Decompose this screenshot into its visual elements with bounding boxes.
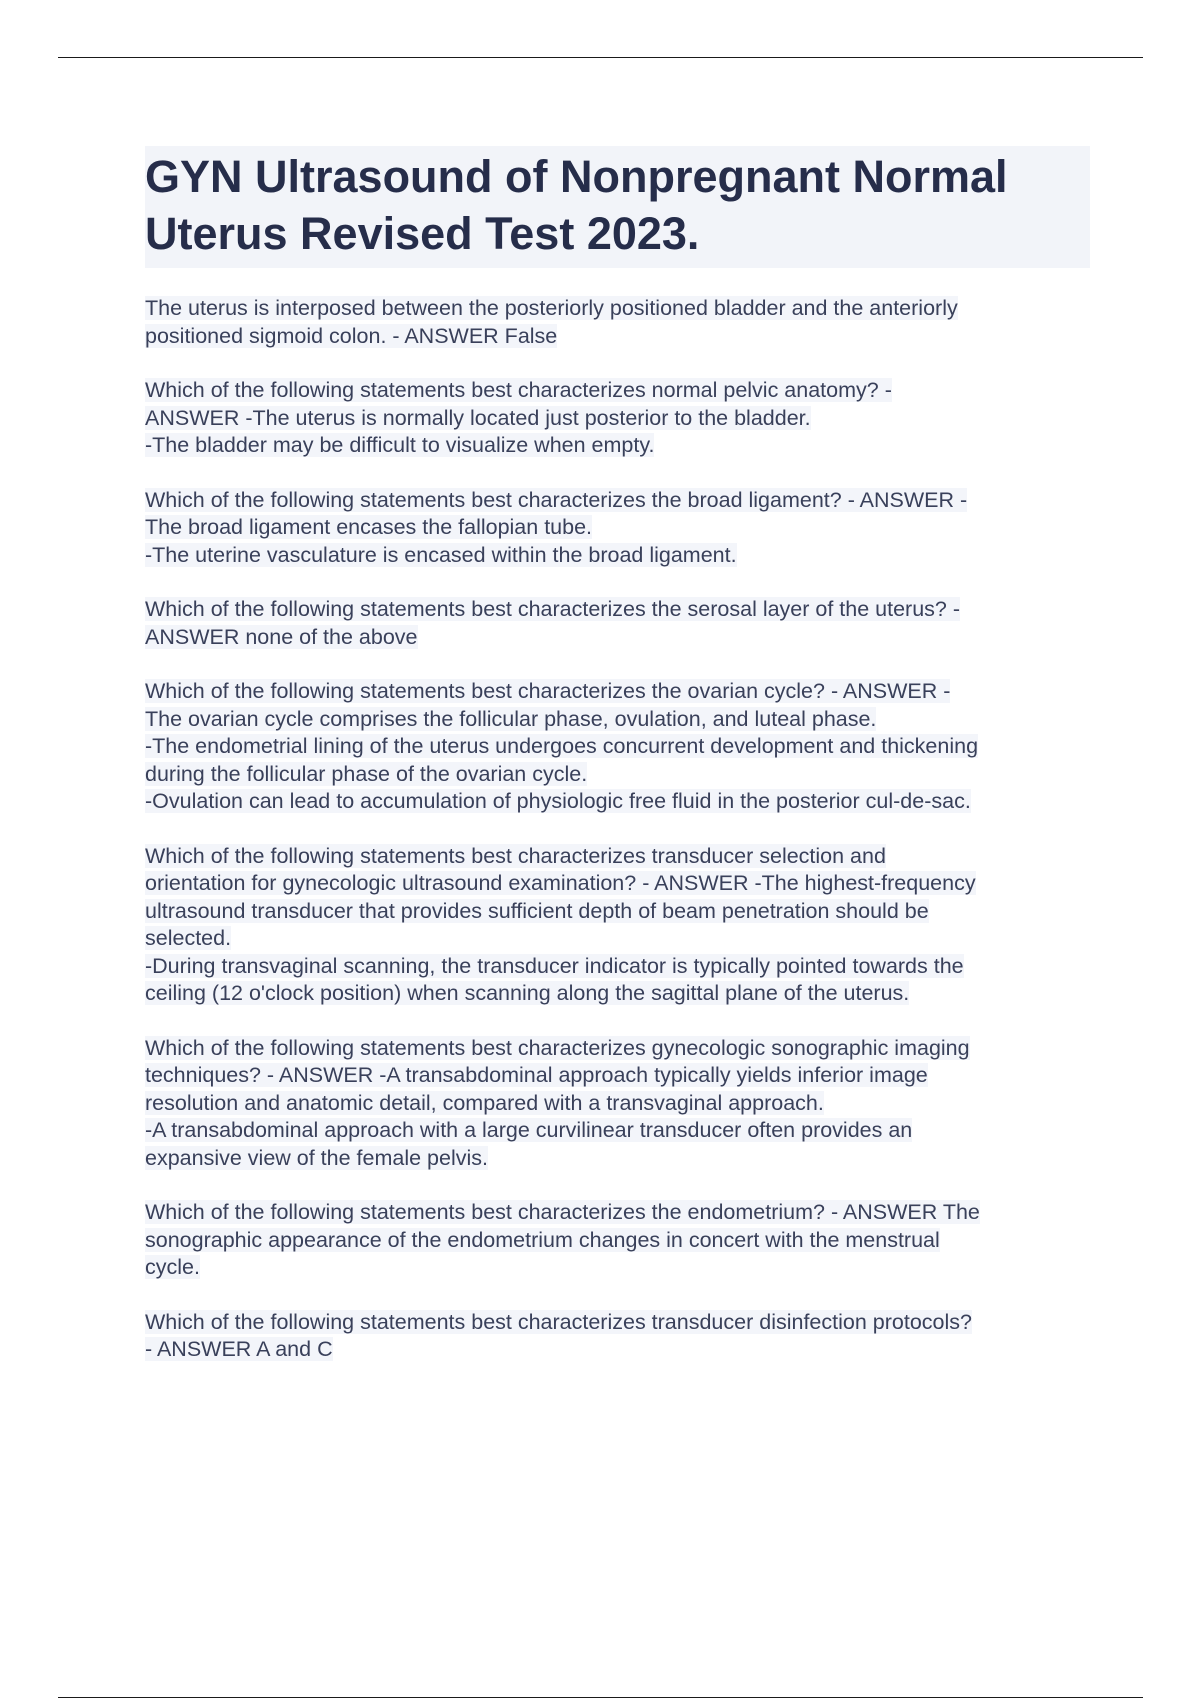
- qa-line: ANSWER -The uterus is normally located just posterior to the bladder.: [145, 405, 811, 430]
- qa-line: Which of the following statements best characterizes transducer disinfection protocols?: [145, 1309, 972, 1334]
- qa-line: Which of the following statements best characterizes gynecologic sonographic imaging: [145, 1035, 970, 1060]
- qa-item: [145, 295, 1090, 350]
- qa-line: techniques? - ANSWER -A transabdominal approach typically yields inferior image: [145, 1063, 928, 1087]
- qa-line: sonographic appearance of the endometrium changes in concert with the menstrual: [145, 1227, 940, 1252]
- qa-line: - ANSWER A and C: [145, 1337, 333, 1361]
- document-body: [145, 146, 1090, 1391]
- qa-line: The uterus is interposed between the posteriorly positioned bladder and the anteriorly: [145, 296, 958, 320]
- qa-line: -During transvaginal scanning, the transducer indicator is typically pointed towards the: [145, 953, 964, 978]
- qa-line: cycle.: [145, 1255, 200, 1279]
- qa-line: positioned sigmoid colon. - ANSWER False: [145, 323, 558, 348]
- qa-line: expansive view of the female pelvis.: [145, 1145, 488, 1170]
- qa-line: during the follicular phase of the ovarian cycle.: [145, 761, 588, 786]
- qa-line: -The uterine vasculature is encased within the broad ligament.: [145, 542, 737, 567]
- qa-line: resolution and anatomic detail, compared with a transvaginal approach.: [145, 1090, 824, 1115]
- qa-item: [145, 1035, 1090, 1173]
- qa-line: Which of the following statements best characterizes normal pelvic anatomy? -: [145, 378, 892, 402]
- qa-line: -The endometrial lining of the uterus undergoes concurrent development and thickening: [145, 734, 979, 758]
- qa-list: [145, 295, 1090, 1364]
- qa-item: [145, 843, 1090, 1008]
- qa-line: selected.: [145, 926, 232, 950]
- qa-line: -A transabdominal approach with a large curvilinear transducer often provides an: [145, 1118, 913, 1142]
- qa-line: The broad ligament encases the fallopian tube.: [145, 515, 593, 539]
- qa-line: -The bladder may be difficult to visualize when empty.: [145, 433, 655, 457]
- footer-rule: [58, 1697, 1143, 1698]
- document-title: GYN Ultrasound of Nonpregnant Normal Uterus Revised Test 2023.: [145, 146, 1090, 268]
- qa-item: [145, 1199, 1090, 1282]
- qa-line: Which of the following statements best characterizes the serosal layer of the uterus? -: [145, 597, 961, 621]
- qa-line: ultrasound transducer that provides sufficient depth of beam penetration should be: [145, 898, 929, 923]
- qa-line: -Ovulation can lead to accumulation of physiologic free fluid in the posterior cul-de-sac.: [145, 789, 971, 813]
- qa-item: [145, 377, 1090, 460]
- qa-line: ceiling (12 o'clock position) when scanning along the sagittal plane of the uterus.: [145, 981, 910, 1005]
- qa-item: [145, 1309, 1090, 1364]
- qa-line: Which of the following statements best characterizes the ovarian cycle? - ANSWER -: [145, 679, 951, 703]
- header-rule: [58, 57, 1143, 58]
- qa-line: The ovarian cycle comprises the follicular phase, ovulation, and luteal phase.: [145, 706, 877, 731]
- qa-item: [145, 596, 1090, 651]
- qa-line: Which of the following statements best characterizes the broad ligament? - ANSWER -: [145, 487, 968, 512]
- qa-item: [145, 487, 1090, 570]
- qa-item: [145, 678, 1090, 816]
- qa-line: Which of the following statements best characterizes transducer selection and: [145, 843, 886, 868]
- qa-line: Which of the following statements best characterizes the endometrium? - ANSWER The: [145, 1200, 980, 1224]
- qa-line: ANSWER none of the above: [145, 624, 418, 649]
- qa-line: orientation for gynecologic ultrasound examination? - ANSWER -The highest-frequency: [145, 871, 976, 895]
